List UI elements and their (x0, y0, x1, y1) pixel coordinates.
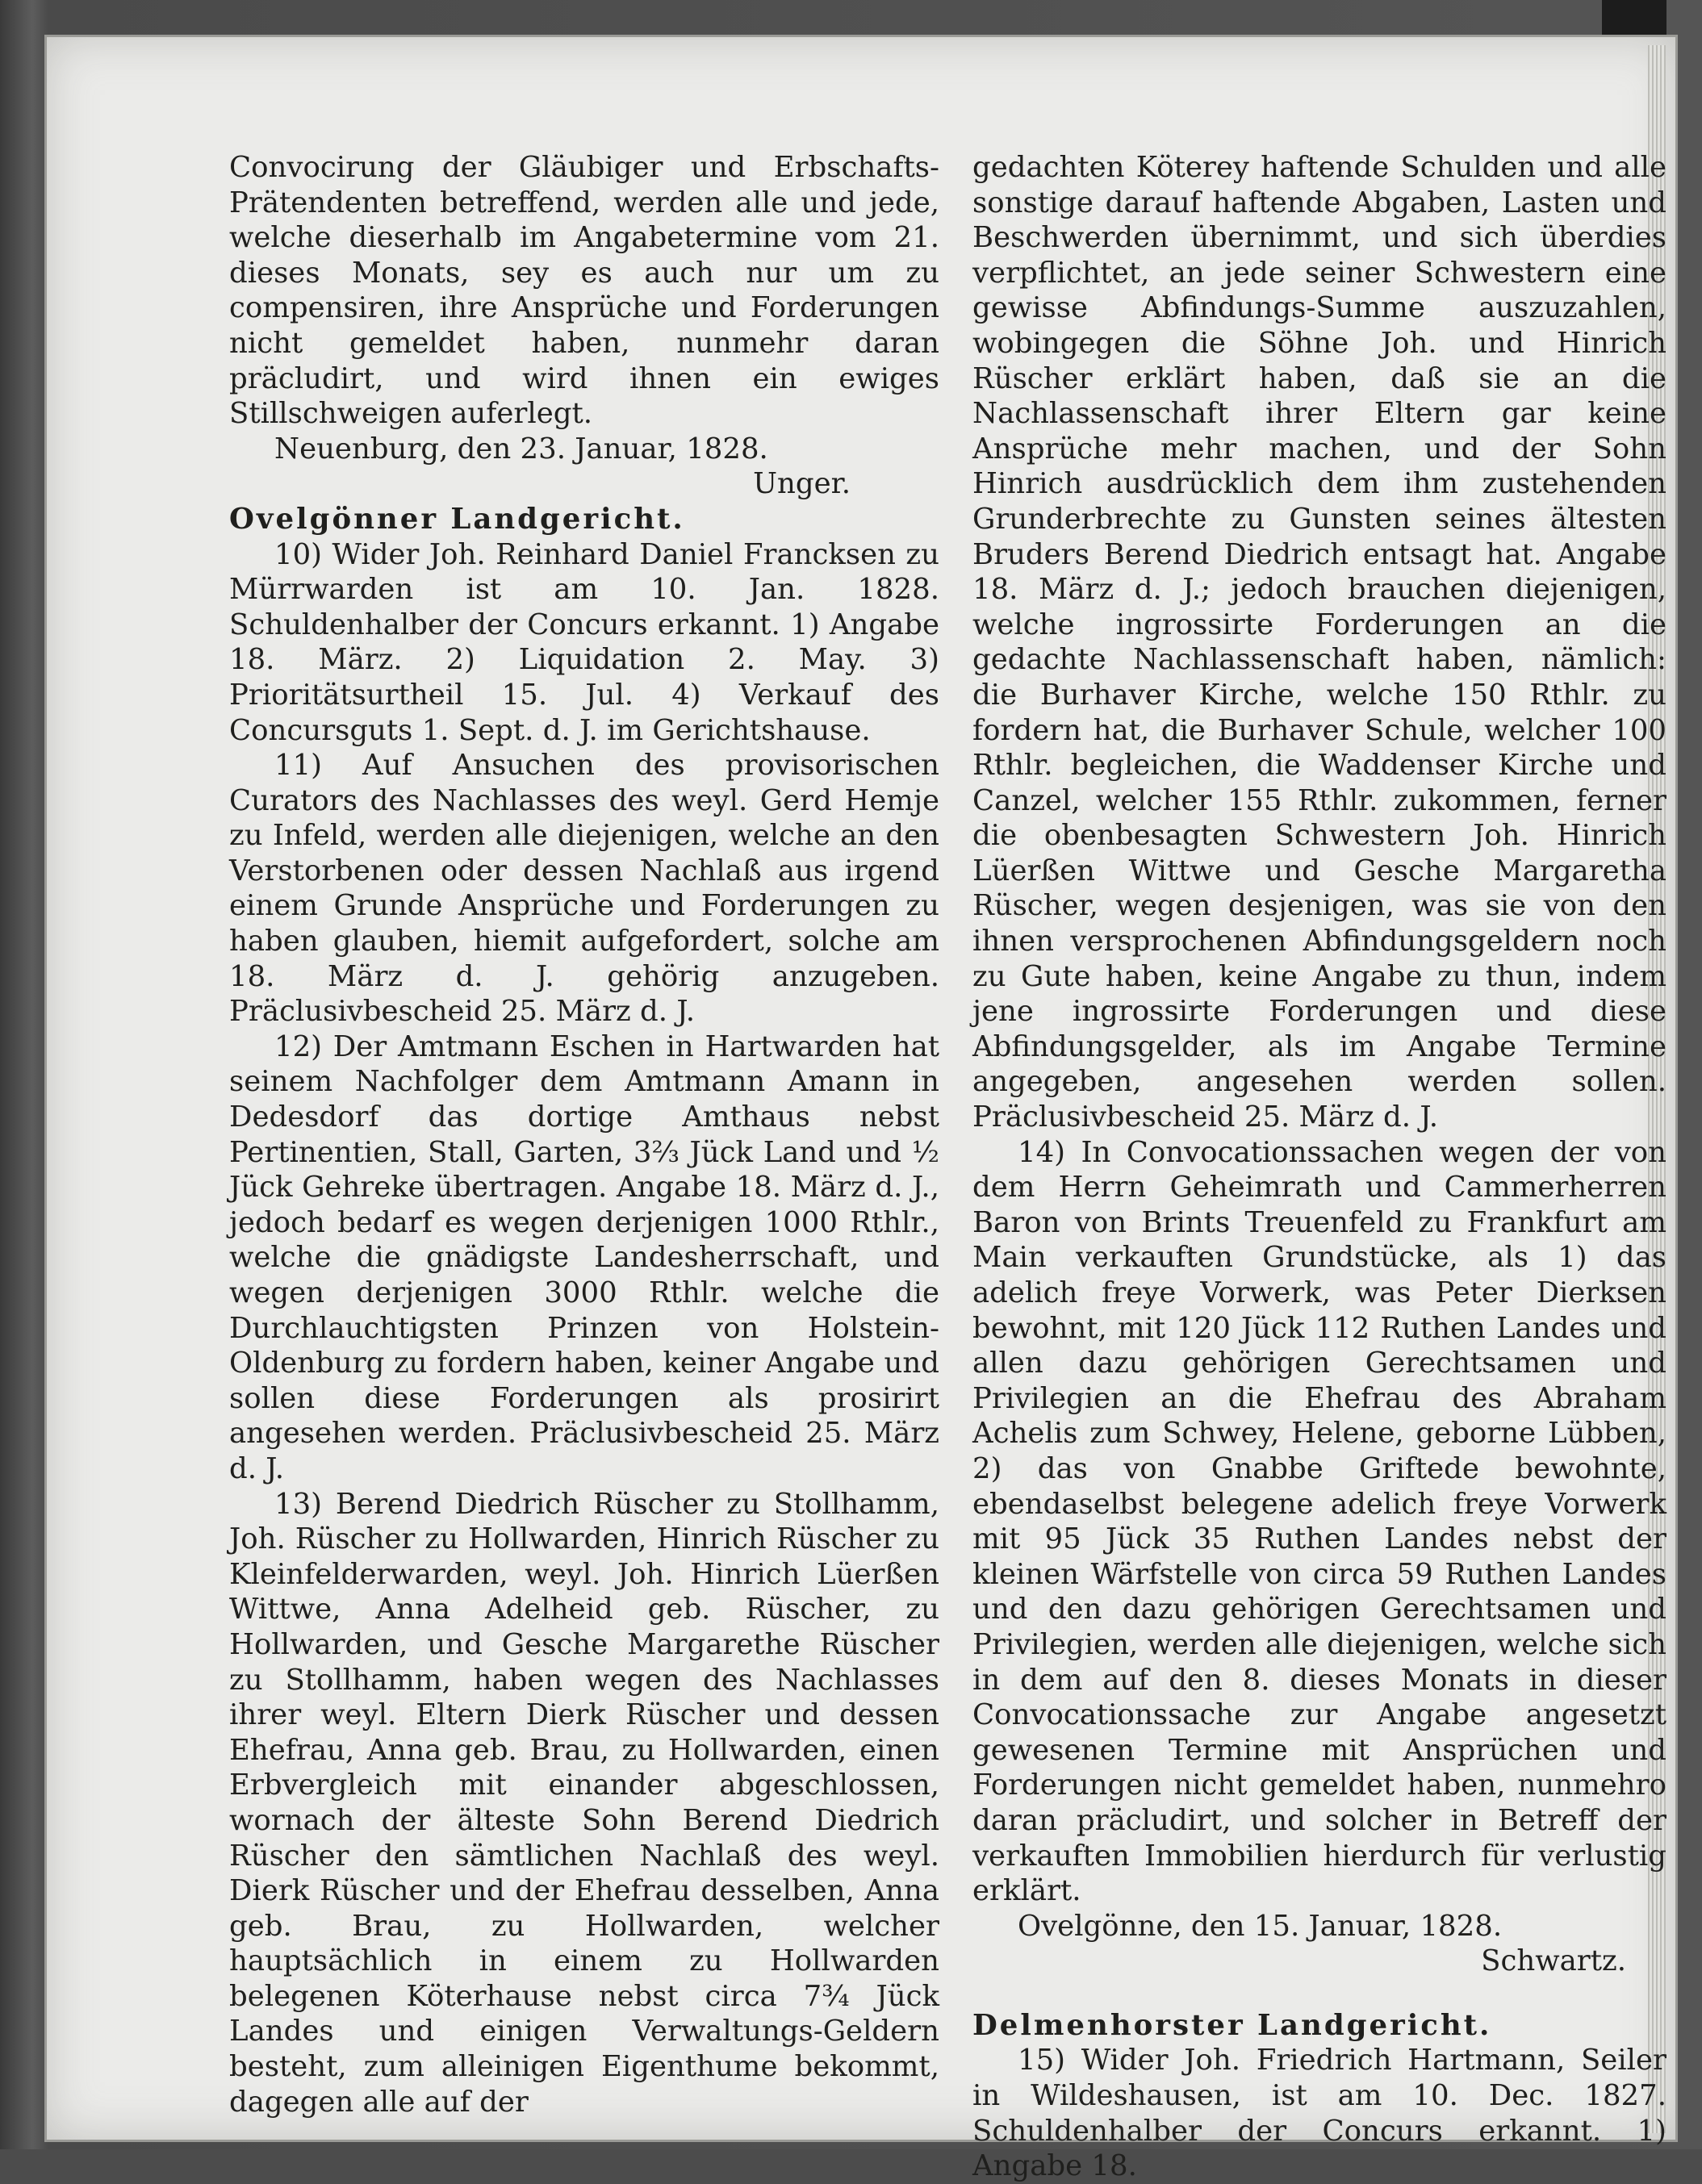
notice-10: 10) Wider Joh. Reinhard Daniel Francksen zu Mürrwarden ist am 10. Jan. 1828. Schuldenhalber der Concurs erkannt. 1) Angabe 18. März. 2) Liquidation 2. May. 3) Prioritätsurtheil 15. Jul. 4) Verkauf des Concursguts 1. Sept. d. J. im Gerichtshause. (229, 537, 939, 747)
notice-15: 15) Wider Joh. Friedrich Hartmann, Seiler in Wildeshausen, ist am 10. Dec. 1827. Schuldenhalber der Concurs erkannt. 1) Angabe 18. (972, 2044, 1666, 2183)
notice-14: 14) In Convocationssachen wegen der von dem Herrn Geheimrath und Cammerherren Baron von Brints Treuenfeld zu Frankfurt am Main verkauften Grundstücke, als 1) das adelich freye Vorwerk, was Peter Dierksen bewohnt, mit 120 Jück 112 Ruthen Landes und allen dazu gehörigen Gerechtsamen und Privilegien an die Ehefrau des Abraham Achelis zum Schwey, Helene, geborne Lübben, 2) das von Gnabbe Griftede bewohnte, ebendaselbst belegene adelich freye Vorwerk mit 95 Jück 35 Ruthen Landes nebst der kleinen Wärfstelle von circa 59 Ruthen Landes und den dazu gehörigen Gerechtsamen und Privilegien, werden alle diejenigen, welche sich in dem auf den 8. dieses Monats in dieser Convocationssache zur Angabe angesetzt gewesenen Termine mit Ansprüchen und Forderungen nicht gemeldet haben, nunmehro daran präcludirt, und solcher in Betreff der verkauften Immobilien hierdurch für verlustig erklärt. (972, 1135, 1666, 1908)
dateline-neuenburg: Neuenburg, den 23. Januar, 1828. (274, 432, 768, 466)
signature-schwartz: Schwartz. (1481, 1944, 1626, 1978)
right-column (972, 150, 1666, 2184)
notice-13: 13) Berend Diedrich Rüscher zu Stollhamm, Joh. Rüscher zu Hollwarden, Hinrich Rüscher zu Kleinfelderwarden, weyl. Joh. Hinrich Lüerßen Wittwe, Anna Adelheid geb. Rüscher, zu Hollwarden, und Gesche Margarethe Rüscher zu Stollhamm, haben wegen des Nachlasses ihrer weyl. Eltern Dierk Rüscher und dessen Ehefrau, Anna geb. Brau, zu Hollwarden, einen Erbvergleich mit einander abgeschlossen, wornach der älteste Sohn Berend Diedrich Rüscher den sämtlichen Nachlaß des weyl. Dierk Rüscher und der Ehefrau desselben, Anna geb. Brau, zu Hollwarden, welcher hauptsächlich in einem zu Hollwarden belegenen Köterhause nebst circa 7¾ Jück Landes und einigen Verwaltungs-Geldern besteht, zum alleinigen Eigenthume bekommt, dagegen alle auf der (229, 1487, 939, 2119)
left-column (229, 150, 939, 2119)
convocation-paragraph: Convocirung der Gläubiger und Erbschafts-Prätendenten betreffend, werden alle und jede, welche dieserhalb im Angabetermine vom 21. dieses Monats, sey es auch nur um zu compensiren, ihre Ansprüche und Forderungen nicht gemeldet haben, nunmehr daran präcludirt, und wird ihnen ein ewiges Stillschweigen auferlegt. (229, 151, 939, 431)
notice-11: 11) Auf Ansuchen des provisorischen Curators des Nachlasses des weyl. Gerd Hemje zu Infeld, werden alle diejenigen, welche an den Verstorbenen oder dessen Nachlaß aus irgend einem Grunde Ansprüche und Forderungen zu haben glauben, hiemit aufgefordert, solche am 18. März d. J. gehörig anzugeben. Präclusivbescheid 25. März d. J. (229, 749, 939, 1029)
section-gap (972, 1979, 1666, 2008)
dateline-ovelgoenne: Ovelgönne, den 15. Januar, 1828. (1018, 1909, 1503, 1943)
section-heading-delmenhorst: Delmenhorster Landgericht. (972, 2008, 1492, 2042)
section-heading-ovelgoenne: Ovelgönner Landgericht. (229, 502, 685, 536)
signature-unger: Unger. (753, 467, 851, 501)
notice-13-continued: gedachten Köterey haftende Schulden und alle sonstige darauf haftende Abgaben, Lasten und Beschwerden übernimmt, und sich überdies verpflichtet, an jede seiner Schwestern eine gewisse Abfindungs-Summe auszuzahlen, wobingegen die Söhne Joh. und Hinrich Rüscher erklärt haben, daß sie an die Nachlassenschaft ihrer Eltern gar keine Ansprüche mehr machen, und der Sohn Hinrich ausdrücklich dem ihm zustehenden Grunderbrechte zu Gunsten seines ältesten Bruders Berend Diedrich entsagt hat. Angabe 18. März d. J.; jedoch brauchen diejenigen, welche ingrossirte Forderungen an die gedachte Nachlassenschaft haben, nämlich: die Burhaver Kirche, welche 150 Rthlr. zu fordern hat, die Burhaver Schule, welcher 100 Rthlr. begleichen, die Waddenser Kirche und Canzel, welcher 155 Rthlr. zukommen, ferner die obenbesagten Schwestern Joh. Hinrich Lüerßen Wittwe und Gesche Margaretha Rüscher, wegen desjenigen, was sie von den ihnen versprochenen Abfindungsgeldern noch zu Gute haben, keine Angabe zu thun, indem jene ingrossirte Forderungen und diese Abfindungsgelder, als im Angabe Termine angegeben, angesehen werden sollen. Präclusivbescheid 25. März d. J. (972, 151, 1666, 1134)
notice-12: 12) Der Amtmann Eschen in Hartwarden hat seinem Nachfolger dem Amtmann Amann in Dedesdorf das dortige Amthaus nebst Pertinentien, Stall, Garten, 3⅔ Jück Land und ½ Jück Gehreke übertragen. Angabe 18. März d. J., jedoch bedarf es wegen derjenigen 1000 Rthlr., welche die gnädigste Landesherrschaft, und wegen derjenigen 3000 Rthlr. welche die Durchlauchtigsten Prinzen von Holstein-Oldenburg zu fordern haben, keiner Angabe und sollen diese Forderungen als prosirirt angesehen werden. Präclusivbescheid 25. März d. J. (229, 1029, 939, 1485)
